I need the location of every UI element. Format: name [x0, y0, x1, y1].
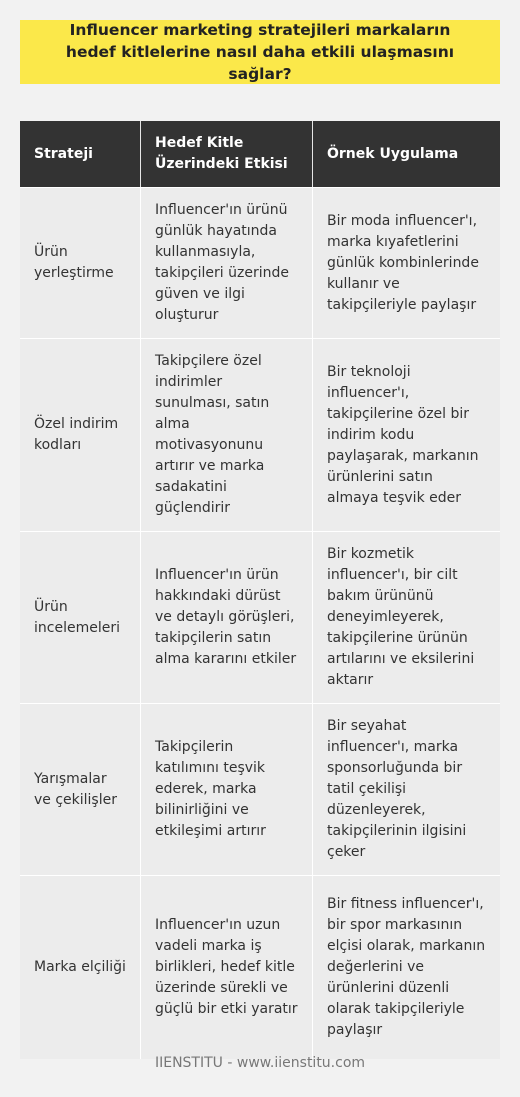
- effect-cell: Influencer'ın ürünü günlük hayatında kullanmasıyla, takipçileri üzerinde güven ve ilgi oluşturur: [141, 187, 313, 338]
- table-header-row: [20, 121, 500, 187]
- strategy-cell: Marka elçiliği: [20, 875, 141, 1059]
- strategy-table: [20, 121, 500, 1059]
- footer-credit: IIENSTITU - www.iienstitu.com: [154, 1055, 366, 1071]
- table-row: [20, 703, 500, 875]
- example-cell: Bir kozmetik influencer'ı, bir cilt bakım ürününü deneyimleyerek, takipçilerine ürünün artılarını ve eksilerini aktarır: [313, 531, 500, 703]
- column-header-strategy: Strateji: [20, 121, 141, 187]
- effect-cell: Influencer'ın ürün hakkındaki dürüst ve detaylı görüşleri, takipçilerin satın alma kararını etkiler: [141, 531, 313, 703]
- strategy-cell: Ürün yerleştirme: [20, 187, 141, 338]
- page-title: Influencer marketing stratejileri markaların hedef kitlelerine nasıl daha etkili ulaşmasını sağlar?: [20, 20, 500, 84]
- table-row: [20, 531, 500, 703]
- example-cell: Bir fitness influencer'ı, bir spor markasının elçisi olarak, markanın değerlerini ve ürünlerini düzenli olarak takipçileriyle paylaşır: [313, 875, 500, 1059]
- example-cell: Bir moda influencer'ı, marka kıyafetlerini günlük kombinlerinde kullanır ve takipçileriyle paylaşır: [313, 187, 500, 338]
- strategy-cell: Özel indirim kodları: [20, 338, 141, 531]
- effect-cell: Takipçilere özel indirimler sunulması, satın alma motivasyonunu artırır ve marka sadakatini güçlendirir: [141, 338, 313, 531]
- example-cell: Bir teknoloji influencer'ı, takipçilerine özel bir indirim kodu paylaşarak, markanın ürünlerini satın almaya teşvik eder: [313, 338, 500, 531]
- example-cell: Bir seyahat influencer'ı, marka sponsorluğunda bir tatil çekilişi düzenleyerek, takipçilerinin ilgisini çeker: [313, 703, 500, 875]
- effect-cell: Influencer'ın uzun vadeli marka iş birlikleri, hedef kitle üzerinde sürekli ve güçlü bir etki yaratır: [141, 875, 313, 1059]
- table-row: [20, 338, 500, 531]
- strategy-cell: Yarışmalar ve çekilişler: [20, 703, 141, 875]
- column-header-example: Örnek Uygulama: [313, 121, 500, 187]
- table-row: [20, 187, 500, 338]
- table-row: [20, 875, 500, 1059]
- strategy-cell: Ürün incelemeleri: [20, 531, 141, 703]
- column-header-effect: Hedef Kitle Üzerindeki Etkisi: [141, 121, 313, 187]
- effect-cell: Takipçilerin katılımını teşvik ederek, marka bilinirliğini ve etkileşimi artırır: [141, 703, 313, 875]
